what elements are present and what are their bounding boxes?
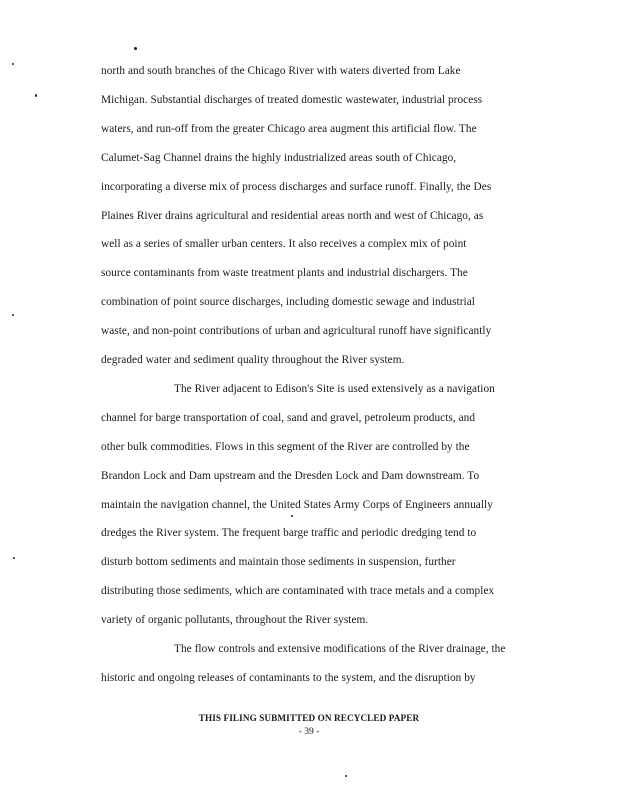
body-text-line: Plaines River drains agricultural and residential areas north and west of Chicago, as <box>101 210 484 222</box>
paragraph-first-line: The flow controls and extensive modifications of the River drainage, the <box>174 643 506 655</box>
body-text-line: waste, and non-point contributions of urban and agricultural runoff have significantly <box>101 325 492 337</box>
body-text-line: other bulk commodities. Flows in this segment of the River are controlled by the <box>101 441 470 453</box>
body-text-line: Brandon Lock and Dam upstream and the Dresden Lock and Dam downstream. To <box>101 470 480 482</box>
scan-speck <box>291 515 293 517</box>
scan-speck <box>12 63 14 65</box>
body-text-line: Michigan. Substantial discharges of treated domestic wastewater, industrial process <box>101 94 483 106</box>
body-text-line: well as a series of smaller urban centers. It also receives a complex mix of point <box>101 238 467 250</box>
scan-speck <box>13 557 15 559</box>
scan-speck <box>35 94 37 97</box>
body-text-line: combination of point source discharges, including domestic sewage and industrial <box>101 296 475 308</box>
recycled-paper-notice: THIS FILING SUBMITTED ON RECYCLED PAPER <box>198 713 420 723</box>
body-text-line: historic and ongoing releases of contaminants to the system, and the disruption by <box>101 672 476 684</box>
body-text-line: north and south branches of the Chicago River with waters diverted from Lake <box>101 65 461 77</box>
body-text-line: degraded water and sediment quality throughout the River system. <box>101 354 405 366</box>
body-text-line: source contaminants from waste treatment plants and industrial dischargers. The <box>101 267 468 279</box>
body-text-line: channel for barge transportation of coal, sand and gravel, petroleum products, and <box>101 412 476 424</box>
body-text-line: dredges the River system. The frequent barge traffic and periodic dredging tend to <box>101 527 477 539</box>
scan-speck <box>134 47 137 50</box>
page-number: - 39 - <box>298 726 320 737</box>
body-text-line: maintain the navigation channel, the United States Army Corps of Engineers annually <box>101 499 493 511</box>
body-text-line: distributing those sediments, which are contaminated with trace metals and a complex <box>101 585 495 597</box>
body-text-line: waters, and run-off from the greater Chicago area augment this artificial flow. The <box>101 123 477 135</box>
body-text-line: incorporating a diverse mix of process discharges and surface runoff. Finally, the Des <box>101 181 492 193</box>
body-text-line: disturb bottom sediments and maintain those sediments in suspension, further <box>101 556 456 568</box>
scan-speck <box>345 775 347 777</box>
scan-speck <box>12 314 14 316</box>
body-text-line: Calumet-Sag Channel drains the highly industrialized areas south of Chicago, <box>101 152 457 164</box>
body-text-line: variety of organic pollutants, throughout the River system. <box>101 614 369 626</box>
paragraph-first-line: The River adjacent to Edison's Site is used extensively as a navigation <box>174 383 495 395</box>
